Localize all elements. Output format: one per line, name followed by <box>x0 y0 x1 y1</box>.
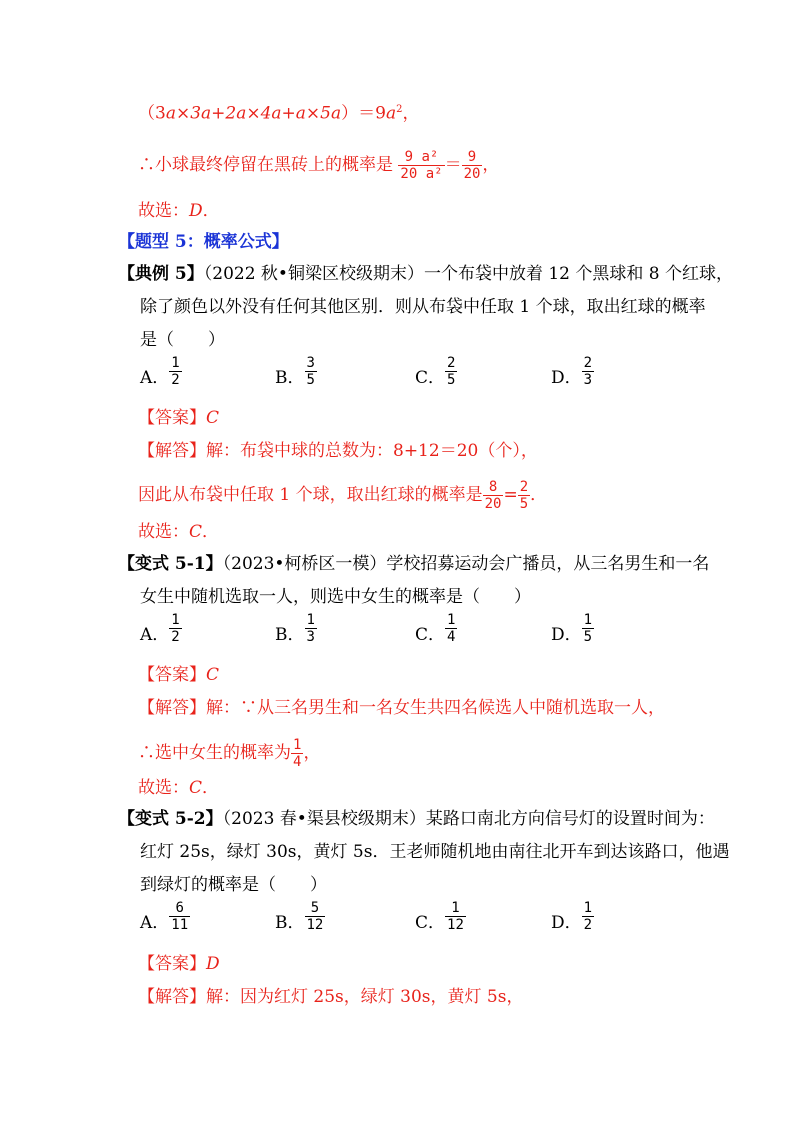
option-label: C． <box>415 625 446 645</box>
solution-tag: 【解答】 <box>138 441 206 461</box>
option-label: A． <box>140 625 170 645</box>
text: ， <box>303 743 321 763</box>
text: C <box>189 522 203 542</box>
choose-line <box>138 520 219 544</box>
option-label: A． <box>140 913 170 933</box>
answer: C <box>206 665 220 685</box>
text: 故选： <box>138 201 189 221</box>
question-line: 是（ ） <box>140 330 225 350</box>
solution-text: 解：∵从三名男生和一名女生共四名候选人中随机选取一人， <box>206 698 665 718</box>
numerator: 1 <box>447 612 456 628</box>
numerator: 6 <box>169 900 190 917</box>
denominator: 12 <box>447 917 464 933</box>
question-text: （2023 春•渠县校级期末）某路口南北方向信号灯的设置时间为： <box>222 809 715 829</box>
numerator: 1 <box>171 612 180 628</box>
question-tag: 【典例 5】 <box>118 264 204 284</box>
numerator: 8 <box>483 479 504 496</box>
text: D <box>189 201 203 221</box>
text: 故选： <box>138 778 189 798</box>
option-label: C． <box>415 368 446 388</box>
fraction <box>169 612 181 645</box>
option-d[interactable] <box>551 900 594 933</box>
question-text: （2022 秋•铜梁区校级期末）一个布袋中放着 12 个黑球和 8 个红球， <box>203 264 734 284</box>
text: C <box>189 778 203 798</box>
option-b[interactable] <box>275 900 325 933</box>
text: = <box>503 485 518 505</box>
solution-line <box>138 439 538 463</box>
denominator: 4 <box>293 754 302 770</box>
option-c[interactable] <box>415 612 457 645</box>
section-title: 【题型 5：概率公式】 <box>118 232 289 252</box>
numerator: 1 <box>293 737 302 753</box>
formula-line <box>138 98 419 126</box>
text: a×3a+2a×4a+a×5a <box>165 103 342 124</box>
fraction <box>305 900 326 933</box>
fraction <box>582 900 594 933</box>
fraction <box>582 355 594 388</box>
option-c[interactable] <box>415 355 457 388</box>
option-label: B． <box>275 368 305 388</box>
fraction <box>305 612 317 645</box>
answer: D <box>206 954 220 974</box>
fraction <box>445 900 466 933</box>
denominator: 4 <box>447 629 456 645</box>
answer-tag: 【答案】 <box>138 408 206 428</box>
fraction <box>462 149 483 182</box>
denominator: 5 <box>306 372 315 388</box>
solution-text: ∴选中女生的概率为 <box>138 743 291 763</box>
text: ． <box>202 778 220 798</box>
denominator: 5 <box>583 629 593 645</box>
option-a[interactable] <box>140 900 190 933</box>
denominator: 2 <box>583 917 593 933</box>
question-line: 红灯 25s，绿灯 30s，黄灯 5s．王老师随机地由南往北开车到达该路口，他遇 <box>140 842 730 862</box>
question-text: （2023•柯桥区一模）学校招募运动会广播员，从三名男生和一名 <box>222 554 710 574</box>
choose-line <box>138 199 220 223</box>
numerator: 3 <box>306 355 315 371</box>
text: 2 <box>396 104 403 115</box>
text: ＝ <box>444 155 462 175</box>
option-label: A． <box>140 368 170 388</box>
solution-tag: 【解答】 <box>138 698 206 718</box>
option-b[interactable] <box>275 612 317 645</box>
question-line <box>118 262 733 286</box>
option-label: B． <box>275 625 305 645</box>
numerator: 1 <box>583 612 593 628</box>
fraction <box>291 737 303 770</box>
option-d[interactable] <box>551 355 594 388</box>
fraction <box>169 355 181 388</box>
numerator: 2 <box>519 479 529 495</box>
solution-line <box>138 696 665 720</box>
fraction <box>518 479 530 512</box>
answer-line <box>138 406 219 430</box>
numerator: 9 <box>462 149 483 166</box>
solution-tag: 【解答】 <box>138 987 206 1007</box>
denominator: 20 a² <box>400 166 443 182</box>
question-line: 除了颜色以外没有任何其他区别．则从布袋中任取 1 个球，取出红球的概率 <box>140 297 706 317</box>
numerator: 1 <box>171 355 180 371</box>
option-a[interactable] <box>140 612 182 645</box>
text: ． <box>202 201 220 221</box>
probability-line <box>138 140 499 190</box>
fraction <box>398 149 444 182</box>
question-tag: 【变式 5-2】 <box>118 809 223 829</box>
text: ， <box>402 103 420 124</box>
denominator: 2 <box>171 372 180 388</box>
fraction <box>483 479 504 512</box>
question-line <box>118 807 715 831</box>
solution-text: 因此从布袋中任取 1 个球，取出红球的概率是 <box>138 485 483 505</box>
numerator: 1 <box>306 612 315 628</box>
numerator: 1 <box>583 900 593 916</box>
answer-tag: 【答案】 <box>138 954 206 974</box>
solution-line <box>138 728 320 778</box>
denominator: 2 <box>171 629 180 645</box>
denominator: 11 <box>171 917 189 933</box>
denominator: 3 <box>583 372 593 388</box>
denominator: 5 <box>447 372 456 388</box>
solution-text: 解：因为红灯 25s，绿灯 30s，黄灯 5s， <box>206 987 524 1007</box>
text: ， <box>482 155 500 175</box>
text: a <box>385 103 397 124</box>
numerator: 2 <box>447 355 456 371</box>
choose-line <box>138 776 219 800</box>
denominator: 12 <box>306 917 324 933</box>
denominator: 3 <box>306 629 315 645</box>
text: 故选： <box>138 522 189 542</box>
answer-tag: 【答案】 <box>138 665 206 685</box>
text: ）＝9 <box>341 103 386 124</box>
option-label: B． <box>275 913 305 933</box>
question-line <box>118 552 709 576</box>
option-d[interactable] <box>551 612 594 645</box>
denominator: 20 <box>484 496 502 512</box>
question-line: 到绿灯的概率是（ ） <box>140 875 327 895</box>
question-tag: 【变式 5-1】 <box>118 554 223 574</box>
solution-line <box>138 985 523 1009</box>
numerator: 9 a² <box>398 149 444 166</box>
text: （3 <box>138 103 166 124</box>
option-label: C． <box>415 913 446 933</box>
option-b[interactable] <box>275 355 317 388</box>
option-label: D． <box>551 913 582 933</box>
option-a[interactable] <box>140 355 182 388</box>
denominator: 20 <box>463 166 481 182</box>
text: ． <box>530 485 548 505</box>
question-line: 女生中随机选取一人，则选中女生的概率是（ ） <box>140 587 531 607</box>
numerator: 2 <box>583 355 593 371</box>
solution-line <box>138 470 547 520</box>
fraction <box>305 355 317 388</box>
option-label: D． <box>551 368 582 388</box>
denominator: 5 <box>519 496 529 512</box>
text: ∴小球最终停留在黑砖上的概率是 <box>138 155 393 175</box>
numerator: 5 <box>305 900 326 917</box>
option-c[interactable] <box>415 900 466 933</box>
option-label: D． <box>551 625 582 645</box>
answer: C <box>206 408 220 428</box>
fraction <box>169 900 190 933</box>
answer-line <box>138 663 219 687</box>
fraction <box>445 355 457 388</box>
solution-text: 解：布袋中球的总数为：8+12＝20（个）， <box>206 441 538 461</box>
fraction <box>445 612 457 645</box>
numerator: 1 <box>445 900 466 917</box>
answer-line <box>138 952 220 976</box>
text: ． <box>202 522 220 542</box>
fraction <box>582 612 594 645</box>
